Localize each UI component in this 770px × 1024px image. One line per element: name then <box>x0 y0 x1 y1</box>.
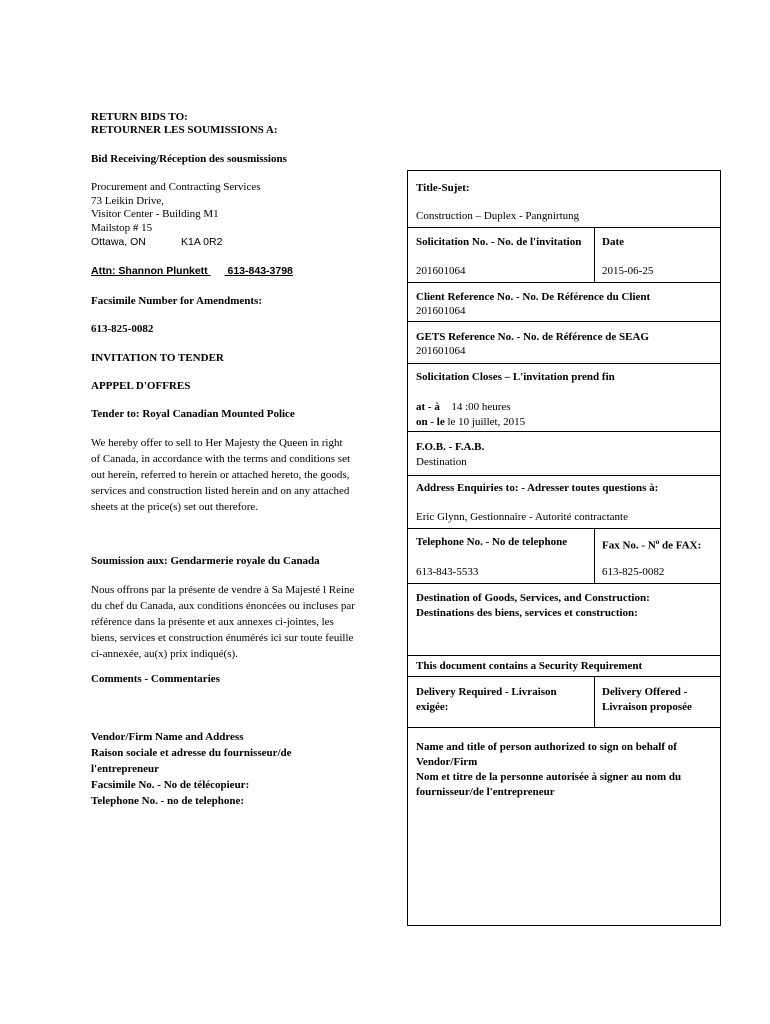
rule <box>408 431 720 432</box>
mailing-address <box>91 181 261 235</box>
column-divider <box>594 676 595 727</box>
address-line: Mailstop # 15 <box>91 221 153 234</box>
invitation-to-tender: INVITATION TO TENDER <box>91 352 224 364</box>
delivery-offered-line: Delivery Offered - <box>602 686 688 698</box>
offer-line: biens, services et construction énumérés ici sur toute feuille <box>91 632 354 644</box>
rule <box>408 676 720 677</box>
soumission-aux: Soumission aux: Gendarmerie royale du Canada <box>91 555 320 567</box>
date-value: 2015-06-25 <box>602 265 654 277</box>
offer-line: of Canada, in accordance with the terms and conditions set <box>91 453 351 465</box>
delivery-required-line: Delivery Required - Livraison <box>416 686 557 698</box>
fax-label <box>602 535 701 554</box>
destination-label-en: Destination of Goods, Services, and Construction: <box>416 592 650 604</box>
rule <box>408 528 720 529</box>
at-label: at - à <box>416 401 440 413</box>
authorized-line: fournisseur/de l'entrepreneur <box>416 786 555 798</box>
attn-phone: 613-843-3798 <box>227 265 293 277</box>
vendor-line: Facsimile No. - No de télécopieur: <box>91 779 250 791</box>
offer-line: ci-annexée, au(x) prix indiqué(s). <box>91 648 238 660</box>
telephone-label: Telephone No. - No de telephone <box>416 536 568 548</box>
fob-value: Destination <box>416 456 467 468</box>
address-line: 73 Leikin Drive, <box>91 194 165 207</box>
fax-amendments-label: Facsimile Number for Amendments: <box>91 295 262 307</box>
authorized-line: Nom et titre de la personne autorisée à signer au nom du <box>416 771 682 783</box>
rule <box>408 655 720 656</box>
security-requirement: This document contains a Security Requirement <box>416 660 643 672</box>
enquiries-label: Address Enquiries to: - Adresser toutes questions à: <box>416 482 659 494</box>
attn-name: Attn: Shannon Plunkett <box>91 265 208 277</box>
delivery-required-line: exigée: <box>416 701 449 713</box>
delivery-required <box>416 685 557 715</box>
gets-reference-value: 201601064 <box>416 345 466 357</box>
solicitation-closes-label: Solicitation Closes – L'invitation prend fin <box>416 371 615 383</box>
bid-receiving: Bid Receiving/Réception des sousmissions <box>91 153 287 165</box>
vendor-line: Raison sociale et adresse du fournisseur/de <box>91 747 292 759</box>
offer-line: out herein, referred to herein or attached hereto, the goods, <box>91 469 350 481</box>
date-label: Date <box>602 236 624 248</box>
gets-reference-label: GETS Reference No. - No. de Référence de SEAG <box>416 331 649 343</box>
address-line: Procurement and Contracting Services <box>91 181 261 193</box>
offer-paragraph-fr <box>91 582 355 662</box>
closing-time <box>416 400 511 415</box>
rule <box>408 227 720 228</box>
authorized-line: Name and title of person authorized to sign on behalf of <box>416 741 677 753</box>
on-label: on - le <box>416 416 445 428</box>
destination-label-fr: Destinations des biens, services et construction: <box>416 607 638 619</box>
fax-label-text: Fax No. - N <box>602 539 656 552</box>
authorized-signer <box>416 740 681 800</box>
title-value: Construction – Duplex - Pangnirtung <box>416 210 580 222</box>
offer-line: sheets at the price(s) set out therefore. <box>91 501 259 513</box>
vendor-line: Vendor/Firm Name and Address <box>91 731 244 743</box>
authorized-line: Vendor/Firm <box>416 756 478 768</box>
rule <box>408 727 720 728</box>
solicitation-form-box <box>407 170 721 926</box>
closing-date <box>416 415 525 430</box>
client-reference-label: Client Reference No. - No. De Référence du Client <box>416 291 651 303</box>
enquiries-contact: Eric Glynn, Gestionnaire - Autorité contractante <box>416 511 628 523</box>
fax-value: 613-825-0082 <box>602 566 665 578</box>
offer-line: services and construction listed herein and on any attached <box>91 485 350 497</box>
rule <box>408 583 720 584</box>
on-value: le 10 juillet, 2015 <box>447 416 526 428</box>
fax-amendments-number: 613-825-0082 <box>91 323 154 335</box>
tender-to: Tender to: Royal Canadian Mounted Police <box>91 408 295 420</box>
appel-d-offres: APPPEL D'OFFRES <box>91 380 191 392</box>
client-reference-value: 201601064 <box>416 305 466 317</box>
vendor-line: l'entrepreneur <box>91 763 160 775</box>
fob-label: F.O.B. - F.A.B. <box>416 441 485 453</box>
fax-label-superscript: o <box>655 538 660 546</box>
rule <box>408 363 720 364</box>
solicitation-number: 201601064 <box>416 265 466 277</box>
offer-line: référence dans la présente et aux annexes ci-jointes, les <box>91 616 334 628</box>
offer-line: We hereby offer to sell to Her Majesty the Queen in right <box>91 437 343 449</box>
telephone-value: 613-843-5533 <box>416 566 479 578</box>
vendor-block <box>91 729 292 809</box>
return-bids-fr: RETOURNER LES SOUMISSIONS A: <box>91 124 278 136</box>
offer-line: Nous offrons par la présente de vendre à Sa Majesté l Reine <box>91 584 355 596</box>
fax-label-text: de FAX: <box>659 539 702 552</box>
address-city: Ottawa, ON <box>91 236 146 248</box>
address-postal-code: K1A 0R2 <box>181 236 223 248</box>
title-label: Title-Sujet: <box>416 182 470 194</box>
attn-line <box>91 265 293 277</box>
return-bids-en: RETURN BIDS TO: <box>91 111 188 123</box>
offer-line: du chef du Canada, aux conditions énoncées ou incluses par <box>91 600 355 612</box>
destination-label <box>416 591 650 621</box>
column-divider <box>594 227 595 282</box>
rule <box>408 475 720 476</box>
offer-paragraph-en <box>91 435 350 515</box>
vendor-line: Telephone No. - no de telephone: <box>91 795 244 807</box>
delivery-offered-line: Livraison proposée <box>602 701 692 713</box>
solicitation-label: Solicitation No. - No. de l'invitation <box>416 236 582 248</box>
at-value: 14 :00 heures <box>451 401 511 413</box>
rule <box>408 282 720 283</box>
return-bids-heading <box>91 111 278 137</box>
column-divider <box>594 528 595 583</box>
rule <box>408 321 720 322</box>
comments-label: Comments - Commentaries <box>91 673 220 685</box>
delivery-offered <box>602 685 692 715</box>
address-line: Visitor Center - Building M1 <box>91 208 219 220</box>
